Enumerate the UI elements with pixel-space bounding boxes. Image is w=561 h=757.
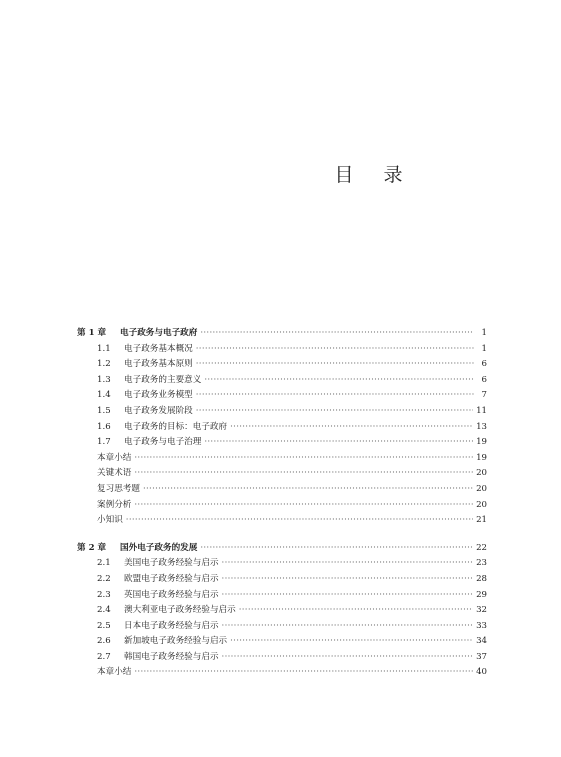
toc-entry[interactable] <box>77 498 487 514</box>
section-title: 澳大利亚电子政务经验与启示 <box>124 605 236 616</box>
section-number: 2.2 <box>97 573 111 584</box>
page-number: 21 <box>476 515 487 526</box>
page-number: 7 <box>481 390 487 401</box>
leader-dots <box>222 588 474 604</box>
toc-chapter-2[interactable] <box>77 541 487 557</box>
page-number: 11 <box>476 405 487 416</box>
leader-dots <box>200 541 473 557</box>
leader-dots <box>134 466 473 482</box>
toc-chapter-1[interactable] <box>77 326 487 342</box>
section-number: 1.5 <box>97 405 111 416</box>
leader-dots <box>200 326 474 342</box>
leader-dots <box>196 404 473 420</box>
section-title: 欧盟电子政务经验与启示 <box>124 573 219 584</box>
page-title: 目录 <box>334 164 433 186</box>
page-number: 33 <box>476 620 487 631</box>
page-number: 1 <box>481 343 487 354</box>
leader-dots <box>204 435 473 451</box>
leader-dots <box>196 357 474 373</box>
leader-dots <box>204 373 474 389</box>
section-number: 1.1 <box>97 343 111 354</box>
leader-dots <box>134 665 473 681</box>
section-number: 1.7 <box>97 437 111 448</box>
leader-dots <box>134 451 473 467</box>
page-number: 28 <box>476 573 487 584</box>
section-title: 英国电子政务经验与启示 <box>124 589 219 600</box>
section-title: 电子政务发展阶段 <box>124 405 193 416</box>
page-number: 19 <box>476 452 487 463</box>
section-number: 1.6 <box>97 421 111 432</box>
page-number: 13 <box>476 421 487 432</box>
page-number: 37 <box>476 651 487 662</box>
section-title: 复习思考题 <box>97 483 140 494</box>
page-number: 32 <box>476 605 487 616</box>
leader-dots <box>230 420 473 436</box>
toc-entry[interactable] <box>77 572 487 588</box>
section-number: 1.3 <box>97 374 111 385</box>
toc-entry[interactable] <box>77 619 487 635</box>
toc-entry[interactable] <box>77 513 487 529</box>
section-title: 韩国电子政务经验与启示 <box>124 651 219 662</box>
toc-entry[interactable] <box>77 435 487 451</box>
toc-entry[interactable] <box>77 451 487 467</box>
section-title: 关键术语 <box>97 468 132 479</box>
section-title: 案例分析 <box>97 499 132 510</box>
section-title: 电子政务的主要意义 <box>124 374 202 385</box>
page-number: 6 <box>481 359 487 370</box>
section-title: 小知识 <box>97 515 123 526</box>
leader-dots <box>222 619 474 635</box>
toc-entry[interactable] <box>77 603 487 619</box>
page-number: 23 <box>476 558 487 569</box>
toc-entry[interactable] <box>77 404 487 420</box>
section-title: 电子政务基本原则 <box>124 359 193 370</box>
section-title: 美国电子政务经验与启示 <box>124 558 219 569</box>
section-number: 2.5 <box>97 620 111 631</box>
leader-dots <box>196 342 474 358</box>
toc-entry[interactable] <box>77 482 487 498</box>
section-number: 2.6 <box>97 636 111 647</box>
leader-dots <box>230 634 473 650</box>
section-number: 2.4 <box>97 605 111 616</box>
section-number: 1.4 <box>97 390 111 401</box>
page-number: 20 <box>476 468 487 479</box>
leader-dots <box>222 572 474 588</box>
leader-dots <box>239 603 473 619</box>
page-number: 1 <box>481 328 487 338</box>
toc-entry[interactable] <box>77 588 487 604</box>
section-title: 本章小结 <box>97 667 132 678</box>
page-number: 20 <box>476 483 487 494</box>
leader-dots <box>143 482 473 498</box>
page-number: 29 <box>476 589 487 600</box>
page-number: 6 <box>481 374 487 385</box>
leader-dots <box>126 513 473 529</box>
page-number: 22 <box>476 542 487 553</box>
toc-entry[interactable] <box>77 420 487 436</box>
section-number: 2.3 <box>97 589 111 600</box>
toc-entry[interactable] <box>77 388 487 404</box>
leader-dots <box>222 556 474 572</box>
toc-entry[interactable] <box>77 357 487 373</box>
chapter-title: 国外电子政务的发展 <box>120 542 198 553</box>
chapter-title: 电子政务与电子政府 <box>120 328 198 338</box>
leader-dots <box>196 388 474 404</box>
toc-entry[interactable] <box>77 373 487 389</box>
chapter-label: 第 2 章 <box>77 542 107 553</box>
chapter-label: 第 1 章 <box>77 328 107 338</box>
toc-entry[interactable] <box>77 466 487 482</box>
page-number: 20 <box>476 499 487 510</box>
section-number: 2.7 <box>97 651 111 662</box>
page-number: 34 <box>476 636 487 647</box>
table-of-contents <box>77 326 487 681</box>
page-number: 19 <box>476 437 487 448</box>
toc-entry[interactable] <box>77 556 487 572</box>
section-number: 1.2 <box>97 359 111 370</box>
section-number: 2.1 <box>97 558 111 569</box>
leader-dots <box>134 498 473 514</box>
chapter-gap <box>77 529 487 541</box>
section-title: 新加坡电子政务经验与启示 <box>124 636 228 647</box>
toc-entry[interactable] <box>77 665 487 681</box>
toc-entry[interactable] <box>77 342 487 358</box>
section-title: 日本电子政务经验与启示 <box>124 620 219 631</box>
leader-dots <box>222 650 474 666</box>
section-title: 电子政务基本概况 <box>124 343 193 354</box>
page-number: 40 <box>476 667 487 678</box>
toc-entry[interactable] <box>77 634 487 650</box>
section-title: 电子政务与电子治理 <box>124 437 202 448</box>
toc-entry[interactable] <box>77 650 487 666</box>
section-title: 电子政务业务模型 <box>124 390 193 401</box>
section-title: 本章小结 <box>97 452 132 463</box>
section-title: 电子政务的目标：电子政府 <box>124 421 228 432</box>
